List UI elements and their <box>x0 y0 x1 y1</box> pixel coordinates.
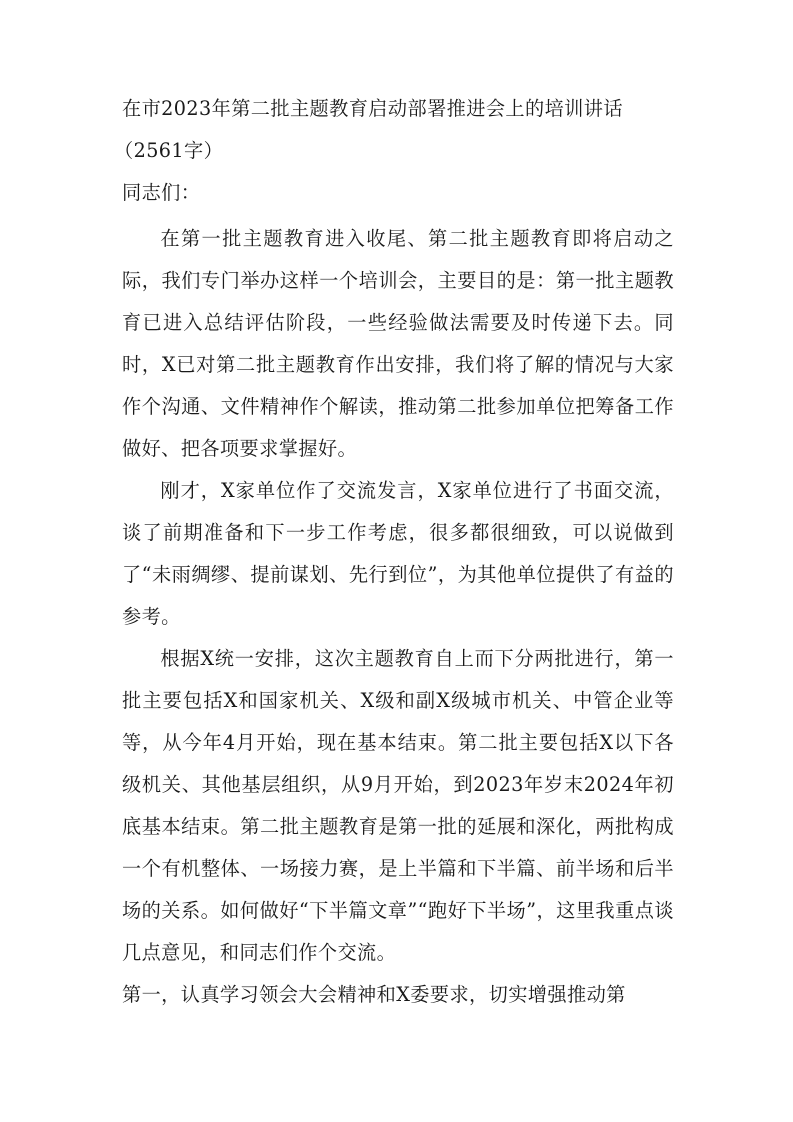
title-text: 在市2023年第二批主题教育启动部署推进会上的培训讲话 <box>122 97 623 120</box>
paragraph-1: 在第一批主题教育进入收尾、第二批主题教育即将启动之际，我们专门举办这样一个培训会，主要目的是：第一批主题教育已进入总结评估阶段，一些经验做法需要及时传递下去。同时，X已对第二批主题教育作出安排，我们将了解的情况与大家作个沟通、文件精神作个解读，推动第二批参加单位把筹备工作做好、把各项要求掌握好。 <box>122 227 674 460</box>
document-page <box>114 88 674 1016</box>
word-count: （2561字） <box>114 139 224 162</box>
salutation: 同志们： <box>122 181 201 204</box>
section-heading-1: 第一，认真学习领会大会精神和X委要求，切实增强推动第 <box>122 983 626 1006</box>
paragraph-3: 根据X统一安排，这次主题教育自上而下分两批进行，第一批主要包括X和国家机关、X级和副X级城市机关、中管企业等等，从今年4月开始，现在基本结束。第二批主要包括X以下各级机关、其他基层组织，从9月开始，到2023年岁末2024年初底基本结束。第二批主题教育是第一批的延展和深化，两批构成一个有机整体、一场接力赛，是上半篇和下半篇、前半场和后半场的关系。如何做好“下半篇文章”“跑好下半场”，这里我重点谈几点意见，和同志们作个交流。 <box>122 647 674 964</box>
paragraph-2: 刚才，X家单位作了交流发言，X家单位进行了书面交流，谈了前期准备和下一步工作考虑，很多都很细致，可以说做到了“未雨绸缪、提前谋划、先行到位”，为其他单位提供了有益的参考。 <box>122 479 674 628</box>
document-title <box>114 88 674 172</box>
